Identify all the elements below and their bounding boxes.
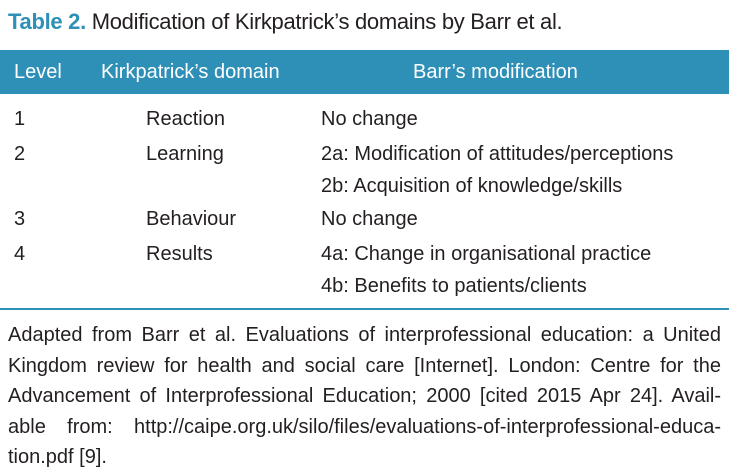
header-level: Level [14,61,62,83]
footnote-line: Kingdom review for health and social care [Internet]. London: Centre for the [8,354,721,377]
row-modification [321,203,418,235]
table-bottom-rule [0,308,729,310]
modification-line: 2b: Acquisition of knowledge/skills [321,175,623,197]
row-level: 4 [14,243,26,265]
row-domain: Learning [146,143,224,165]
footnote-line: tion.pdf [9]. [8,446,107,468]
modification-line: 4a: Change in organisational practice [321,243,652,265]
row-domain: Reaction [146,108,225,130]
table-caption-label: Table 2. [8,9,86,34]
row-modification [321,238,651,302]
header-kirkpatrick-domain: Kirkpatrick’s domain [101,61,280,83]
table-header [0,50,729,94]
row-level: 2 [14,143,26,165]
table-row [0,238,729,303]
table-caption [8,8,562,36]
table-row [0,138,729,203]
footnote-line: Adapted from Barr et al. Evaluations of interprofessional education: a United [8,324,721,346]
row-modification [321,138,673,202]
modification-line: 4b: Benefits to patients/clients [321,275,587,297]
table-footnote [8,320,721,473]
modification-line: No change [321,108,418,130]
table-row [0,103,729,138]
footnote-line: Advancement of Interprofessional Education; 2000 [cited 2015 Apr 24]. Avail- [8,385,721,407]
row-modification [321,103,418,135]
modification-line: No change [321,208,418,230]
row-domain: Results [146,243,213,265]
row-level: 1 [14,108,26,130]
modification-line: 2a: Modification of attitudes/perceptions [321,143,674,165]
table-row [0,203,729,238]
table-caption-text: Modification of Kirkpatrick’s domains by Barr et al. [85,9,563,34]
footnote-line: able from: http://caipe.org.uk/silo/files/evaluations-of-interprofessional-educa- [8,415,721,438]
table-body [0,103,729,303]
row-domain: Behaviour [146,208,237,230]
header-barr-modification: Barr’s modification [413,61,578,83]
row-level: 3 [14,208,26,230]
